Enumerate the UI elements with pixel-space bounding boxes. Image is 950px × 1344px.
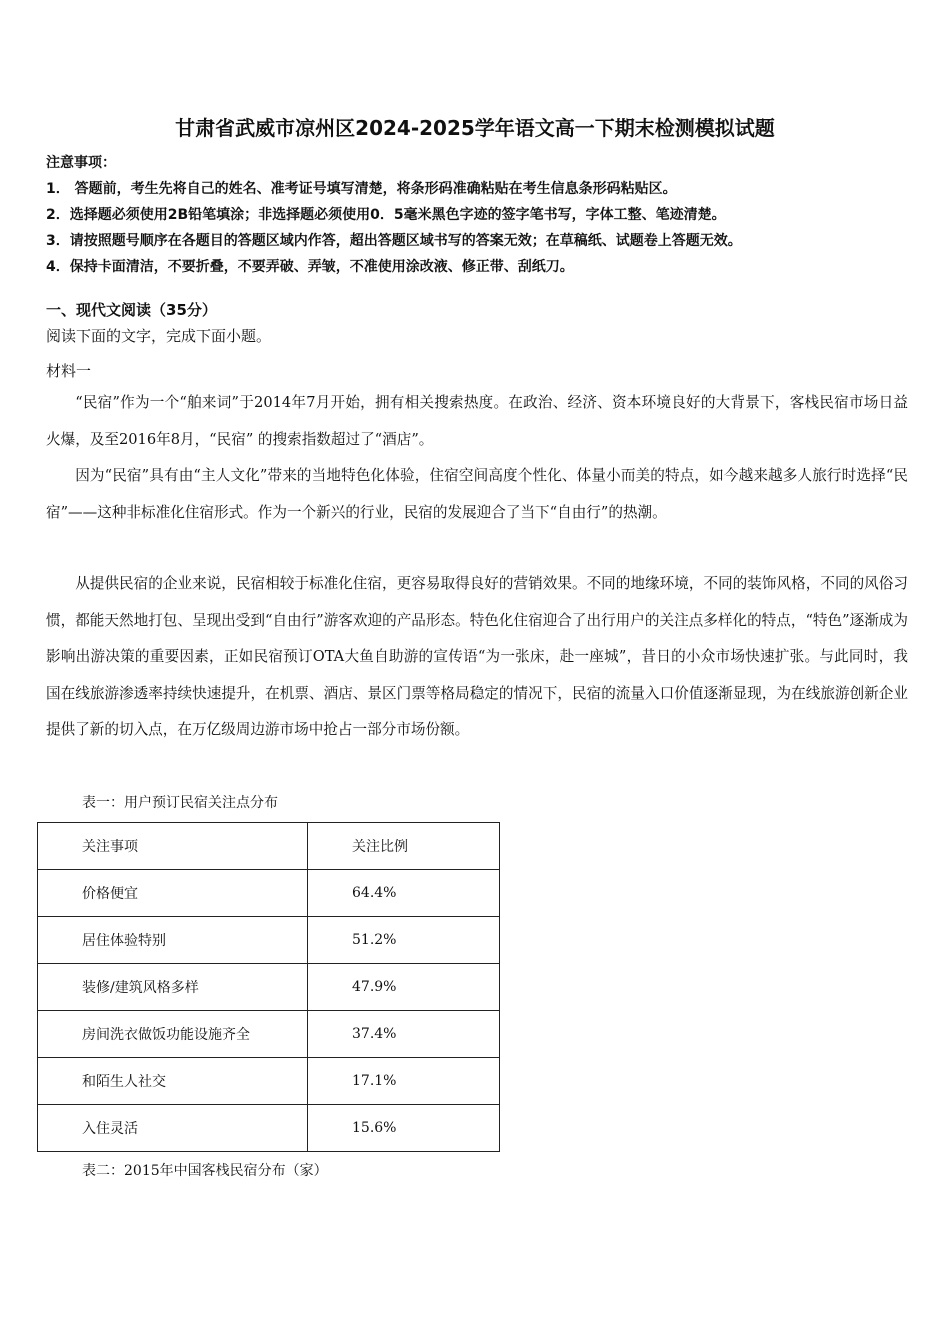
instruction-text: 阅读下面的文字，完成下面小题。 (46, 327, 272, 345)
table-cell: 37.4% (308, 1011, 500, 1058)
notes-heading: 注意事项： (46, 155, 116, 171)
table-row (38, 964, 500, 1011)
paragraph: 从提供民宿的企业来说，民宿相较于标准化住宿，更容易取得良好的营销效果。不同的地缘环境，不同的装饰风格，不同的风俗习惯，都能天然地打包、呈现出受到“自由行”游客欢迎的产品形态。特色化住宿迎合了出行用户的关注点多样化的特点，“特色”逐渐成为影响出游决策的重要因素，正如民宿预订OTA大鱼自助游的宣传语“为一张床，赴一座城”，昔日的小众市场快速扩张。与此同时，我国在线旅游渗透率持续快速提升，在机票、酒店、景区门票等格局稳定的情况下，民宿的流量入口价值逐渐显现，为在线旅游创新企业提供了新的切入点，在万亿级周边游市场中抢占一部分市场份额。 (46, 575, 908, 739)
page-title: 甘肃省武威市凉州区2024-2025学年语文高一下期末检测模拟试题 (175, 116, 775, 140)
table-row (38, 1058, 500, 1105)
table1-caption: 表一：用户预订民宿关注点分布 (82, 795, 278, 811)
table-cell: 入住灵活 (38, 1105, 308, 1152)
table-row (38, 1011, 500, 1058)
table-row (38, 917, 500, 964)
table-cell: 51.2% (308, 917, 500, 964)
table-cell: 47.9% (308, 964, 500, 1011)
table-cell: 15.6% (308, 1105, 500, 1152)
table-cell: 房间洗衣做饭功能设施齐全 (38, 1011, 308, 1058)
table-header-cell: 关注事项 (38, 823, 308, 870)
table-cell: 装修/建筑风格多样 (38, 964, 308, 1011)
note-item: 1． 答题前，考生先将自己的姓名、准考证号填写清楚，将条形码准确粘贴在考生信息条形码粘贴区。 (46, 181, 677, 197)
material-label: 材料一 (46, 362, 92, 380)
paragraph: “民宿”作为一个“舶来词”于2014年7月开始，拥有相关搜索热度。在政治、经济、资本环境良好的大背景下，客栈民宿市场日益火爆，及至2016年8月，“民宿” 的搜索指数超过了“酒店”。 (46, 394, 908, 448)
table-cell: 64.4% (308, 870, 500, 917)
table-cell: 17.1% (308, 1058, 500, 1105)
table-row (38, 1105, 500, 1152)
table2-caption: 表二：2015年中国客栈民宿分布（家） (82, 1163, 328, 1179)
table-header-cell: 关注比例 (308, 823, 500, 870)
table1 (37, 822, 500, 1152)
note-item: 4．保持卡面清洁，不要折叠，不要弄破、弄皱，不准使用涂改液、修正带、刮纸刀。 (46, 259, 574, 275)
table-cell: 价格便宜 (38, 870, 308, 917)
table-row (38, 870, 500, 917)
paragraph: 因为“民宿”具有由“主人文化”带来的当地特色化体验，住宿空间高度个性化、体量小而美的特点，如今越来越多人旅行时选择“民宿”——这种非标准化住宿形式。作为一个新兴的行业，民宿的发展迎合了当下“自由行”的热潮。 (46, 467, 908, 521)
section-heading: 一、现代文阅读（35分） (46, 301, 217, 319)
table-cell: 居住体验特别 (38, 917, 308, 964)
notes-block (46, 150, 916, 280)
note-item: 2．选择题必须使用2B铅笔填涂；非选择题必须使用0．5毫米黑色字迹的签字笔书写，字体工整、笔迹清楚。 (46, 207, 726, 223)
table-header-row (38, 823, 500, 870)
table-cell: 和陌生人社交 (38, 1058, 308, 1105)
note-item: 3．请按照题号顺序在各题目的答题区域内作答，超出答题区域书写的答案无效；在草稿纸、试题卷上答题无效。 (46, 233, 742, 249)
